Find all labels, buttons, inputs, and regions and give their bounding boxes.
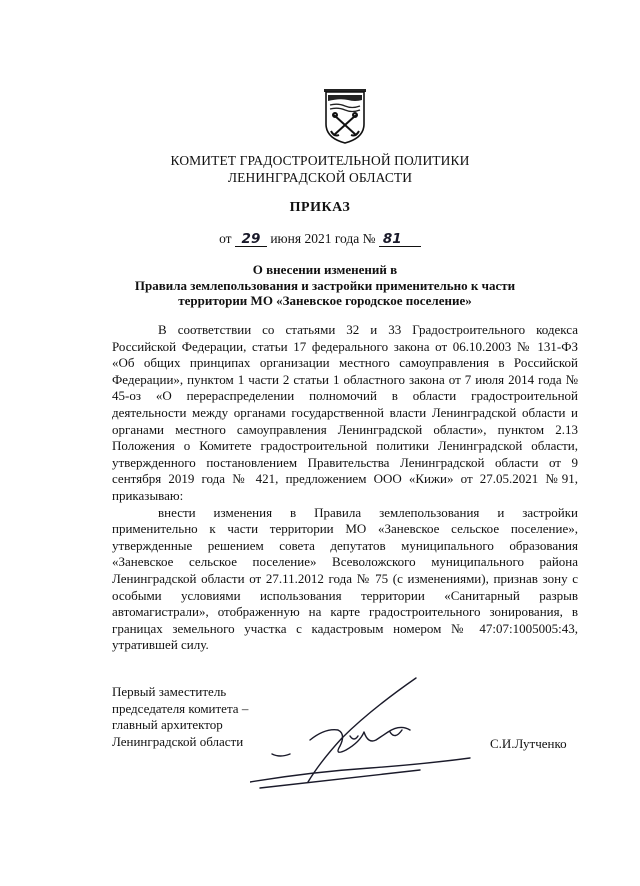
issuing-authority: [60, 152, 580, 186]
signatory-position: [112, 684, 248, 750]
preamble-paragraph: В соответствии со статьями 32 и 33 Градостроительного кодекса Российской Федерации, статьи 17 федерального закона от 06.10.2003 № 131-ФЗ «Об общих принципах организации местного самоуправления в Российской Федерации», пунктом 1 части 2 статьи 1 областного закона от 7 июля 2014 года № 45-оз «О перераспределении полномочий в области градостроительной деятельности между органами государственной власти Ленинградской области и органами местного самоуправления Ленинградской области», пунктом 2.13 Положения о Комитете градостроительной политики Ленинградской области, утвержденного постановлением Правительства Ленинградской области от 9 сентября 2019 года № 421, предложением ООО «Кижи» от 27.05.2021 №91, приказываю:: [112, 322, 578, 503]
title-line-1: О внесении изменений в: [252, 262, 398, 277]
coat-of-arms-icon: [320, 88, 370, 144]
document-type: ПРИКАЗ: [289, 200, 351, 215]
date-day: 29: [235, 232, 267, 247]
title-line-2: Правила землепользования и застройки применительно к части: [134, 277, 516, 293]
title-line-3: территории МО «Заневское городское поселение»: [178, 293, 472, 308]
position-line-3: главный архитектор: [112, 717, 223, 733]
order-paragraph: внести изменения в Правила землепользования и застройки применительно к части территории МО «Заневское сельское поселение», утвержденные решением совета депутатов муниципального образования «Заневское сельское поселение» Всеволожского муниципального района Ленинградской области от 27.11.2012 года № 75 (с изменениями), признав зону с особыми условиями использования территории «Санитарный разрыв автомагистрали», отображенную на карте градостроительного зонирования, в границах земельного участка с кадастровым номером № 47:07:1005005:43, утратившей силу.: [112, 504, 578, 653]
date-prefix: от: [219, 231, 232, 246]
position-line-1: Первый заместитель: [112, 684, 227, 699]
number-sign: №: [362, 231, 376, 246]
signatory-name: С.И.Лутченко: [490, 736, 567, 751]
document-title: [80, 262, 570, 309]
authority-line-1: КОМИТЕТ ГРАДОСТРОИТЕЛЬНОЙ ПОЛИТИКИ: [170, 153, 470, 168]
date-month-year: июня 2021 года: [270, 231, 360, 246]
date-number-line: [60, 231, 580, 247]
position-line-2: председателя комитета –: [112, 700, 249, 716]
handwritten-signature-icon: [250, 670, 490, 800]
position-line-4: Ленинградской области: [112, 733, 244, 749]
document-number: 81: [379, 232, 421, 247]
document-body: [112, 322, 578, 654]
authority-line-2: ЛЕНИНГРАДСКОЙ ОБЛАСТИ: [227, 170, 413, 185]
